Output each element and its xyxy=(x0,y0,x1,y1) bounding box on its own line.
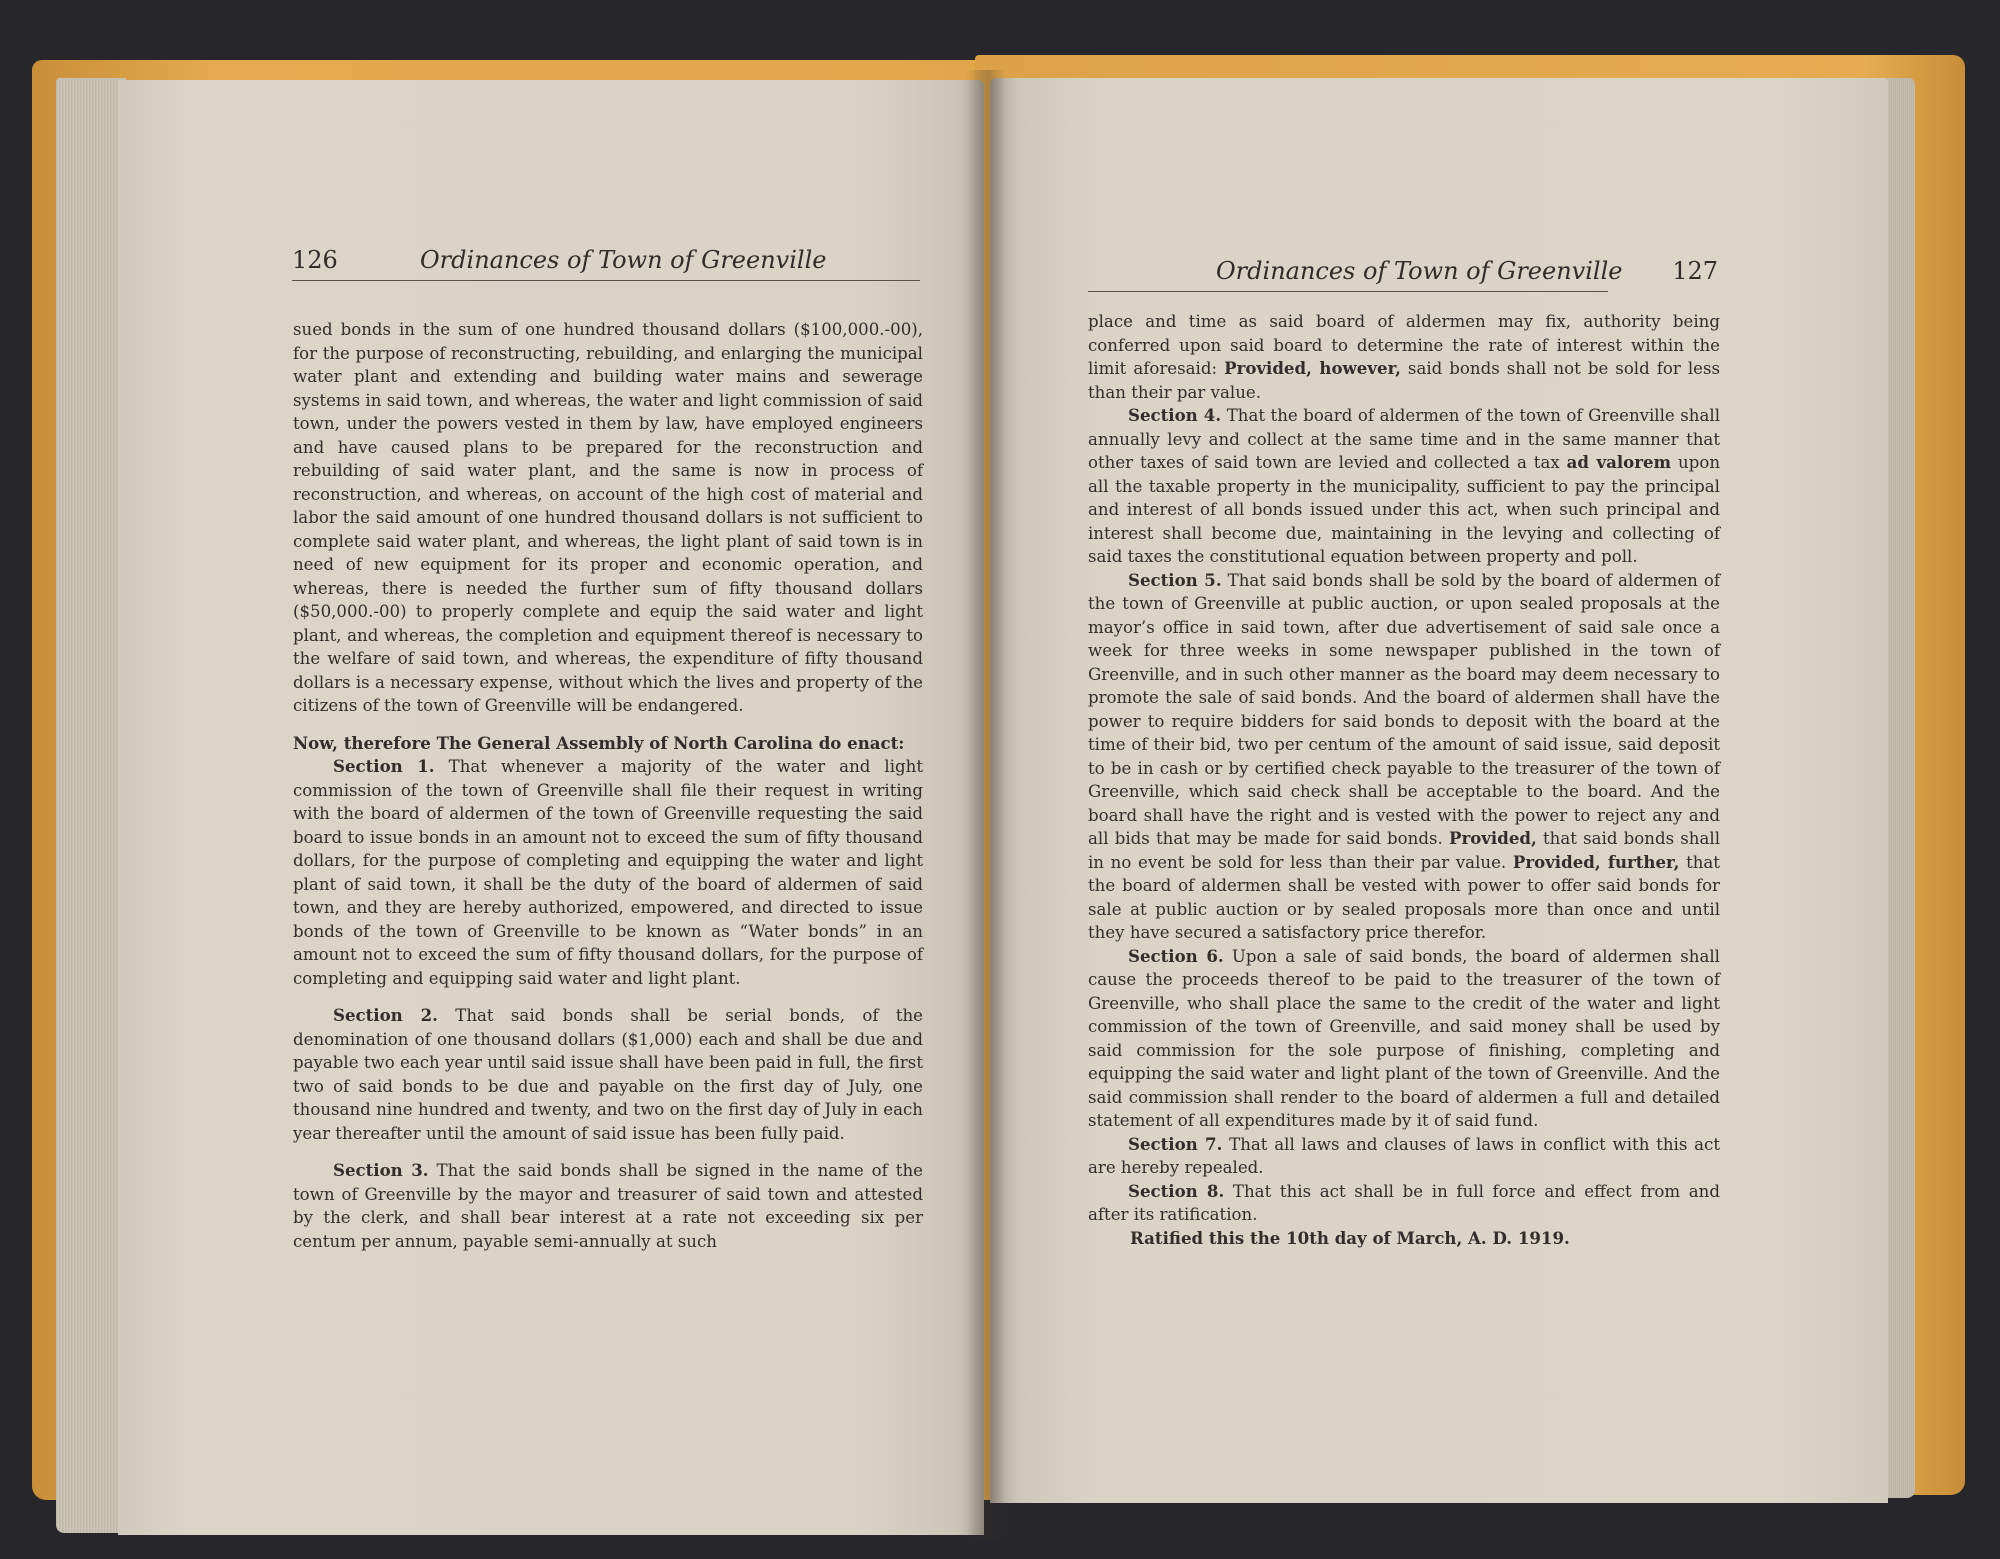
preamble-paragraph: sued bonds in the sum of one hundred thousand dollars ($100,000.-00), for the purpose of reconstructing, rebuilding, and enlarging the municipal water plant and extending and building water mains and sewerage systems in said town, and whereas, the water and light commission of said town, under the powers vested in them by law, have employed engineers and have caused plans to be prepared for the reconstruction and rebuilding of said water plant, and the same is now in process of reconstruction, and whereas, on account of the high cost of material and labor the said amount of one hundred thousand dollars is not sufficient to complete said water plant, and whereas, the light plant of said town is in need of new equipment for its proper and economic operation, and whereas, there is needed the further sum of fifty thousand dollars ($50,000.-00) to properly complete and equip the said water and light plant, and whereas, the completion and equipment thereof is necessary to the welfare of said town, and whereas, the expenditure of fifty thousand dollars is a necessary expense, without which the lives and property of the citizens of the town of Greenville will be endangered. xyxy=(293,320,923,715)
section-label: Section 2. xyxy=(333,1005,438,1025)
provided-clause: Provided, however, xyxy=(1224,358,1401,378)
section-8-paragraph xyxy=(1088,1180,1720,1227)
ad-valorem-term: ad valorem xyxy=(1566,452,1672,472)
right-page-text xyxy=(1088,310,1720,1250)
running-title: Ordinances of Town of Greenville xyxy=(420,246,827,274)
provided-further-clause: Provided, further, xyxy=(1512,851,1680,872)
left-page-header xyxy=(292,246,920,282)
section-6-paragraph xyxy=(1088,945,1720,1133)
section-text: That the said bonds shall be signed in the name of the town of Greenville by the mayor and treasurer of said town and attested by the clerk, and shall bear interest at a rate not exceeding six per centum per annum, payable semi-annually at such xyxy=(293,1161,923,1251)
text-run: That all laws and clauses of laws in conflict with this act are hereby repealed. xyxy=(1088,1134,1720,1177)
section-7-paragraph xyxy=(1088,1133,1720,1180)
text-run: place and time as said board of aldermen may fix, authority being conferred upon said board to determine the rate of interest within the limit aforesaid: xyxy=(1088,312,1720,378)
running-title: Ordinances of Town of Greenville xyxy=(1216,257,1623,285)
section-text: That whenever a majority of the water and light commission of the town of Greenville shall file their request in writing with the board of aldermen of the town of Greenville requesting the said board to issue bonds in an amount not to exceed the sum of fifty thousand dollars, for the purpose of completing and equipping the water and light plant of said town, it shall be the duty of the board of aldermen of said town, and they are hereby authorized, empowered, and directed to issue bonds of the town of Greenville to be known as “Water bonds” in an amount not to exceed the sum of fifty thousand dollars, for the purpose of completing and equipping said water and light plant. xyxy=(293,757,923,988)
section-label: Section 5. xyxy=(1128,569,1222,590)
text-run: Upon a sale of said bonds, the board of aldermen shall cause the proceeds thereof to be paid to the treasurer of the town of Greenville, who shall place the same to the credit of the water and light commission of the town of Greenville, and said money shall be used by said commission for the sole purpose of finishing, completing and equipping the said water and light plant of the town of Greenville. And the said commission shall render to the board of aldermen a full and detailed statement of all expenditures made by it of said fund. xyxy=(1088,946,1720,1130)
left-page-text xyxy=(293,318,923,1253)
provided-clause: Provided, xyxy=(1448,828,1537,848)
continuation-paragraph xyxy=(1088,310,1720,404)
section-label: Section 7. xyxy=(1128,1133,1223,1154)
section-label: Section 1. xyxy=(333,756,435,776)
section-5-paragraph xyxy=(1088,569,1720,945)
page-number: 127 xyxy=(1672,257,1718,285)
text-run: that said bonds shall in no event be sold for less than their par value. xyxy=(1088,829,1721,872)
header-rule xyxy=(292,280,920,281)
header-rule xyxy=(1088,291,1608,292)
section-text: That said bonds shall be serial bonds, of the denomination of one thousand dollars ($1,000) each and shall be due and payable two each year until said issue shall have been paid in full, the first two of said bonds to be due and payable on the first day of July, one thousand nine hundred and twenty, and two on the first day of July in each year thereafter until the amount of said issue has been fully paid. xyxy=(293,1006,923,1143)
section-label: Section 6. xyxy=(1128,945,1224,966)
book-gutter xyxy=(966,70,1006,1540)
section-4-paragraph xyxy=(1088,404,1720,569)
text-run: upon all the taxable property in the municipality, sufficient to pay the principal and interest of all bonds issued under this act, when such principal and interest shall become due, maintaining in the levying and collecting of said taxes the constitutional equation between property and poll. xyxy=(1088,453,1721,566)
section-label: Section 4. xyxy=(1128,405,1222,425)
text-run: That said bonds shall be sold by the board of aldermen of the town of Greenville at public auction, or upon sealed proposals at the mayor’s office in said town, after due advertisement of said sale once a week for three weeks in some newspaper published in the town of Greenville, and in such other manner as the board may deem necessary to promote the sale of said bonds. And the board of aldermen shall have the power to require bidders for said bonds to deposit with the board at the time of their bid, two per centum of the amount of said issue, said deposit to be in cash or by certified check payable to the treasurer of the town of Greenville, which said check shall be acceptable to the board. And the board shall have the right and is vested with the power to reject any and all bids that may be made for said bonds. xyxy=(1088,570,1720,848)
page-number: 126 xyxy=(292,246,338,274)
section-label: Section 8. xyxy=(1128,1180,1225,1201)
section-3-paragraph xyxy=(293,1159,923,1253)
text-run: That this act shall be in full force and effect from and after its ratification. xyxy=(1088,1181,1720,1224)
page-edges-right xyxy=(1885,78,1915,1498)
right-page-header xyxy=(1088,257,1718,293)
text-run: That the board of aldermen of the town of Greenville shall annually levy and collect at the same time and in the same manner that other taxes of said town are levied and collected a tax xyxy=(1088,406,1720,472)
ratification-line: Ratified this the 10th day of March, A. D. 1919. xyxy=(1130,1227,1570,1248)
text-run: said bonds shall not be sold for less than their par value. xyxy=(1088,359,1721,402)
section-2-paragraph xyxy=(293,1004,923,1145)
text-run: that the board of aldermen shall be vested with power to offer said bonds for sale at public auction or by sealed proposals more than once and until they have secured a satisfactory price therefor. xyxy=(1088,852,1720,942)
page-edges-left xyxy=(56,78,126,1533)
section-label: Section 3. xyxy=(333,1160,429,1180)
section-1-paragraph xyxy=(293,755,923,990)
enacting-clause: Now, therefore The General Assembly of North Carolina do enact: xyxy=(293,732,905,753)
